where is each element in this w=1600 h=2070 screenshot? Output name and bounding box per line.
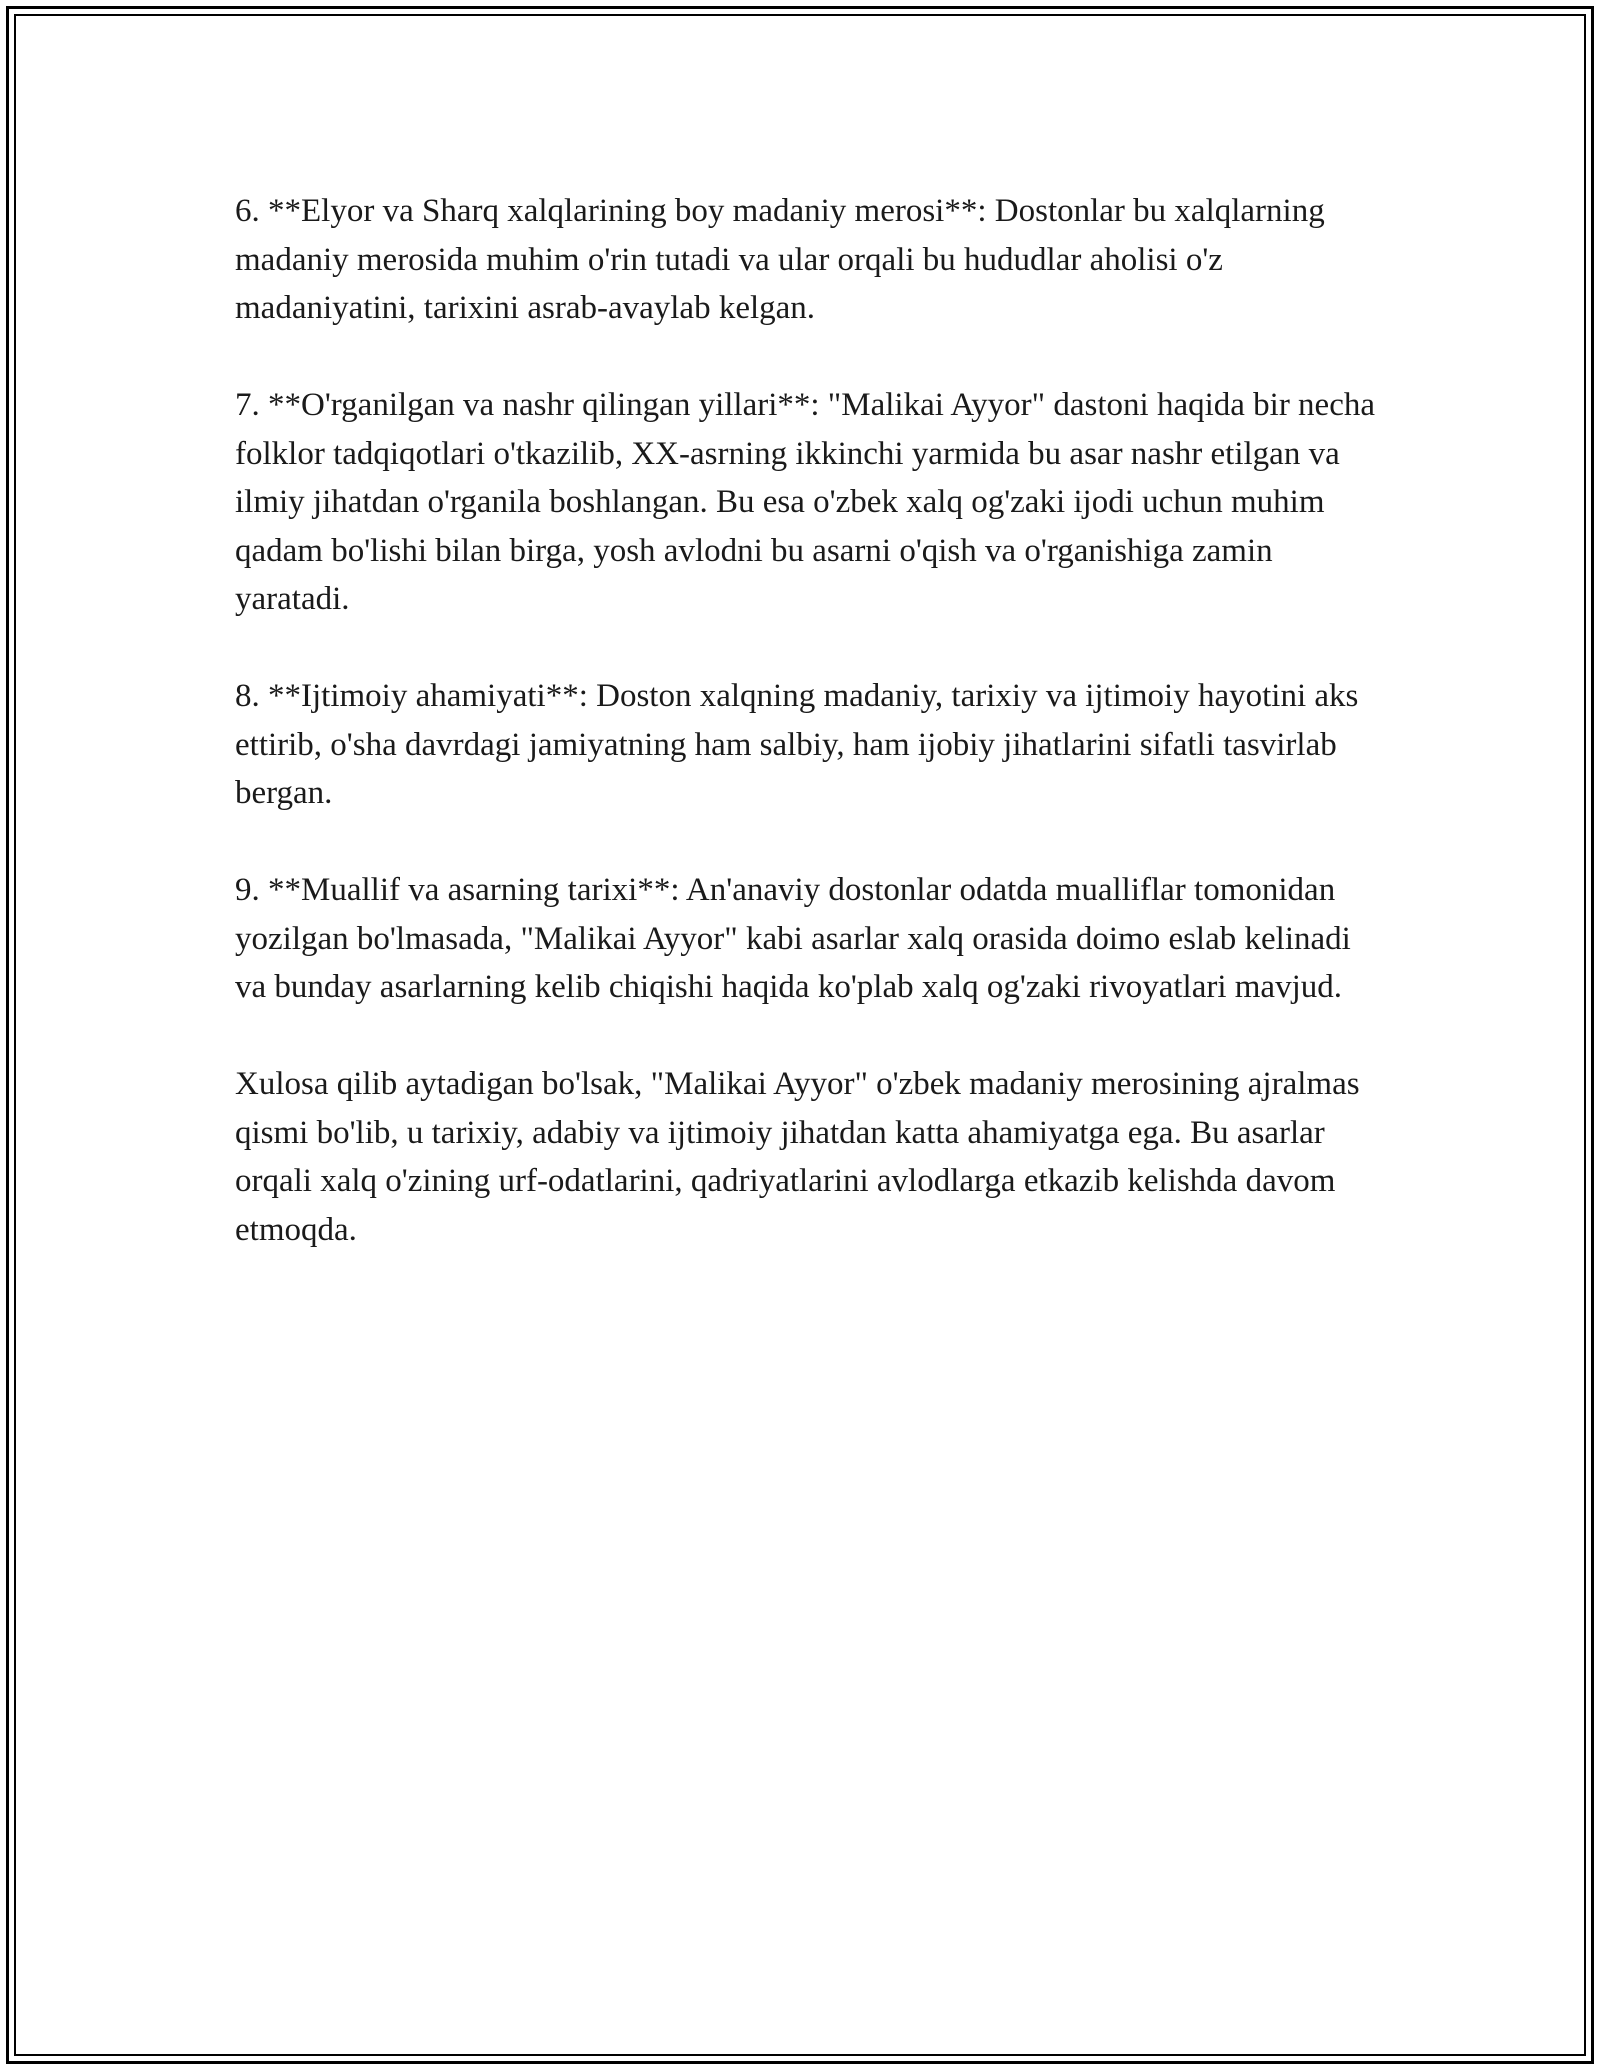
paragraph-item-9: 9. **Muallif va asarning tarixi**: An'anaviy dostonlar odatda mualliflar tomonidan yozilgan bo'lmasada, "Malikai Ayyor" kabi asarlar xalq orasida doimo eslab kelinadi va bunday asarlarning kelib chiqishi haqida ko'plab xalq og'zaki rivoyatlari mavjud.: [235, 872, 1351, 1005]
paragraph-item-8: 8. **Ijtimoiy ahamiyati**: Doston xalqning madaniy, tarixiy va ijtimoiy hayotini aks ettirib, o'sha davrdagi jamiyatning ham salbiy, ham ijobiy jihatlarini sifatli tasvirlab bergan.: [235, 678, 1359, 811]
paragraph-item-7: 7. **O'rganilgan va nashr qilingan yillari**: "Malikai Ayyor" dastoni haqida bir necha folklor tadqiqotlari o'tkazilib, XX-asrning ikkinchi yarmida bu asar nashr etilgan va ilmiy jihatdan o'rganila boshlangan. Bu esa o'zbek xalq og'zaki ijodi uchun muhim qadam bo'lishi bilan birga, yosh avlodni bu asarni o'qish va o'rganishiga zamin yaratadi.: [235, 387, 1375, 617]
conclusion-paragraph: Xulosa qilib aytadigan bo'lsak, "Malikai Ayyor" o'zbek madaniy merosining ajralmas qismi bo'lib, u tarixiy, adabiy va ijtimoiy jihatdan katta ahamiyatga ega. Bu asarlar orqali xalq o'zining urf-odatlarini, qadriyatlarini avlodlarga etkazib kelishda davom etmoqda.: [235, 1066, 1360, 1248]
document-body: [235, 187, 1375, 1303]
paragraph-item-6: 6. **Elyor va Sharq xalqlarining boy madaniy merosi**: Dostonlar bu xalqlarning madaniy merosida muhim o'rin tutadi va ular orqali bu hududlar aholisi o'z madaniyatini, tarixini asrab-avaylab kelgan.: [235, 193, 1325, 326]
